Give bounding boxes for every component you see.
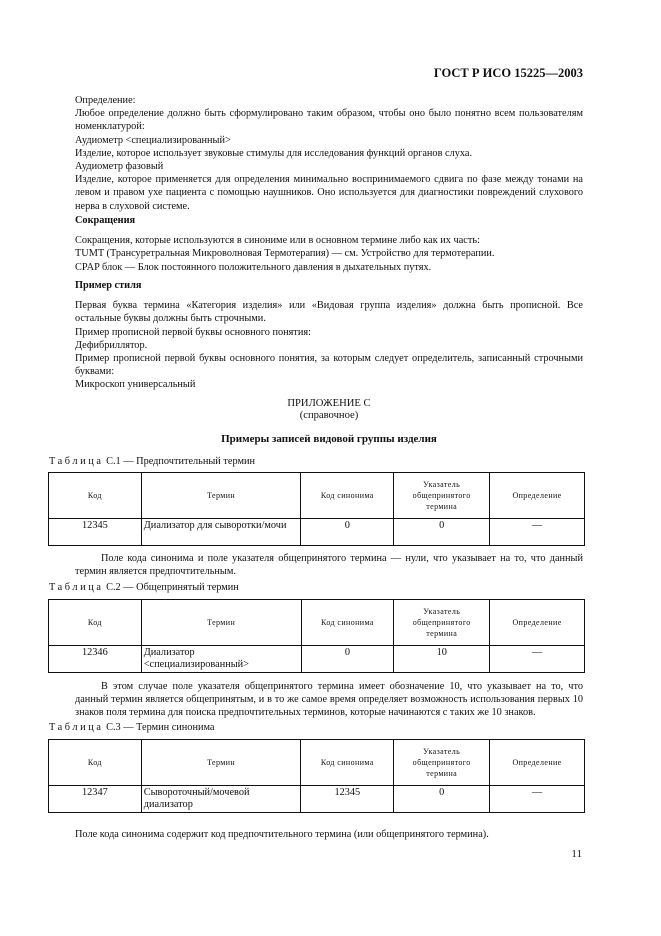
header-pointer-line-1: Указатель (423, 480, 461, 489)
style-example-2: Микроскоп универсальный (75, 379, 196, 391)
note-1-text: Поле кода синонима и поле указателя общепринятого термина — нули, что указывает на то, что данный термин является предпочтительным. (75, 553, 583, 578)
cell-pointer: 0 (394, 786, 490, 813)
table-c2-caption (49, 582, 239, 593)
table-label: Таблица (49, 582, 104, 593)
abbreviations-heading: Сокращения (75, 215, 136, 226)
abbreviations-section (75, 214, 583, 274)
header-synonym-code: Код синонима (301, 473, 394, 519)
style-section (75, 279, 583, 392)
example-term-2: Аудиометр фазовый (75, 161, 164, 173)
appendix-title: Примеры записей видовой группы изделия (221, 433, 437, 445)
example-term-1: Аудиометр <специализированный> (75, 134, 231, 146)
header-pointer (394, 740, 490, 786)
abbreviation-cpap: CPAP блок — Блок постоянного положительного давления в дыхательных путях. (75, 261, 432, 273)
cell-term: Диализатор <специализированный> (141, 646, 301, 673)
header-pointer-line-1: Указатель (423, 747, 461, 756)
table-label: Таблица (49, 456, 104, 467)
example-definition-2: Изделие, которое применяется для определения минимально воспринимаемого сдвига по фазе между тонами на левом и правом ухе пациента с помощью наушников. Оно используется для диагностики повреждений слухового нерва в слуховой системе. (75, 174, 583, 212)
cell-definition: — (490, 646, 585, 673)
cell-pointer: 0 (394, 519, 490, 546)
table-header-row (49, 600, 585, 646)
note-3-text: Поле кода синонима содержит код предпочтительного термина (или общепринятого термина). (75, 829, 489, 840)
header-definition: Определение (490, 740, 585, 786)
cell-definition: — (490, 519, 585, 546)
document-code-header: ГОСТ Р ИСО 15225—2003 (433, 66, 583, 80)
table-c2 (48, 599, 585, 673)
note-2-text: В этом случае поле указателя общепринятого термина имеет обозначение 10, что указывает на то, что данный термин является общепринятым, и в то же самое время определяет возможность использования первых 10 знаков поля термина для поиска предпочтительных терминов, которые начинаются с таких же 10 знаков. (75, 681, 583, 719)
table-caption-text: С.2 — Общепринятый термин (106, 582, 239, 593)
page-number: 11 (571, 848, 582, 860)
definition-label: Определение: (75, 95, 136, 106)
cell-synonym-code: 0 (301, 646, 394, 673)
cell-definition: — (490, 786, 585, 813)
header-code: Код (49, 740, 142, 786)
table-c3-caption (49, 722, 214, 733)
style-rule: Первая буква термина «Категория изделия» или «Видовая группа изделия» должна быть прописной. Все остальные буквы должны быть строчными. (75, 300, 583, 325)
header-pointer-line-2: общепринятого (412, 491, 471, 500)
cell-term: Диализатор для сыворотки/мочи (141, 519, 301, 546)
definition-block (75, 94, 583, 213)
header-pointer-line-3: термина (426, 629, 458, 638)
cell-pointer: 10 (394, 646, 490, 673)
table-row (49, 786, 585, 813)
cell-code: 12346 (49, 646, 142, 673)
header-definition: Определение (490, 600, 585, 646)
definition-rule: Любое определение должно быть сформулировано таким образом, чтобы оно было понятно всем пользователям номенклатурой: (75, 108, 583, 133)
header-term: Термин (141, 740, 301, 786)
table-header-row (49, 740, 585, 786)
table-row (49, 519, 585, 546)
cell-code: 12347 (49, 786, 142, 813)
example-definition-1: Изделие, которое использует звуковые стимулы для исследования функций органов слуха. (75, 147, 473, 159)
header-definition: Определение (490, 473, 585, 519)
header-pointer (394, 600, 490, 646)
header-pointer-line-3: термина (426, 769, 458, 778)
cell-code: 12345 (49, 519, 142, 546)
table-c1-caption (49, 456, 255, 467)
table-c1 (48, 472, 585, 546)
header-pointer-line-2: общепринятого (412, 618, 471, 627)
header-pointer (394, 473, 490, 519)
table-caption-text: С.1 — Предпочтительный термин (106, 456, 255, 467)
header-term: Термин (141, 473, 301, 519)
appendix-subtitle: (справочное) (299, 410, 359, 421)
table-header-row (49, 473, 585, 519)
header-pointer-line-2: общепринятого (412, 758, 471, 767)
header-pointer-line-3: термина (426, 502, 458, 511)
cell-term: Сывороточный/мочевой диализатор (141, 786, 301, 813)
cell-synonym-code: 12345 (301, 786, 394, 813)
style-example-intro-2: Пример прописной первой буквы основного понятия, за которым следует определитель, записанный строчными буквами: (75, 353, 583, 378)
note-3 (75, 828, 583, 841)
style-heading: Пример стиля (75, 280, 142, 291)
appendix-label: ПРИЛОЖЕНИЕ С (287, 398, 371, 409)
header-code: Код (49, 600, 142, 646)
style-example-intro-1: Пример прописной первой буквы основного понятия: (75, 326, 312, 338)
table-label: Таблица (49, 722, 104, 733)
abbreviation-tumt: TUMT (Трансуретральная Микроволновая Термотерапия) — см. Устройство для термотерапии. (75, 248, 495, 260)
style-example-1: Дефибриллятор. (75, 339, 148, 351)
header-term: Термин (141, 600, 301, 646)
header-synonym-code: Код синонима (301, 740, 394, 786)
header-pointer-line-1: Указатель (423, 607, 461, 616)
cell-synonym-code: 0 (301, 519, 394, 546)
note-1 (75, 552, 583, 578)
header-code: Код (49, 473, 142, 519)
note-2 (75, 680, 583, 720)
header-synonym-code: Код синонима (301, 600, 394, 646)
abbreviations-intro: Сокращения, которые используются в синониме или в основном термине либо как их часть: (75, 235, 480, 247)
table-caption-text: С.3 — Термин синонима (106, 722, 215, 733)
table-row (49, 646, 585, 673)
table-c3 (48, 739, 585, 813)
